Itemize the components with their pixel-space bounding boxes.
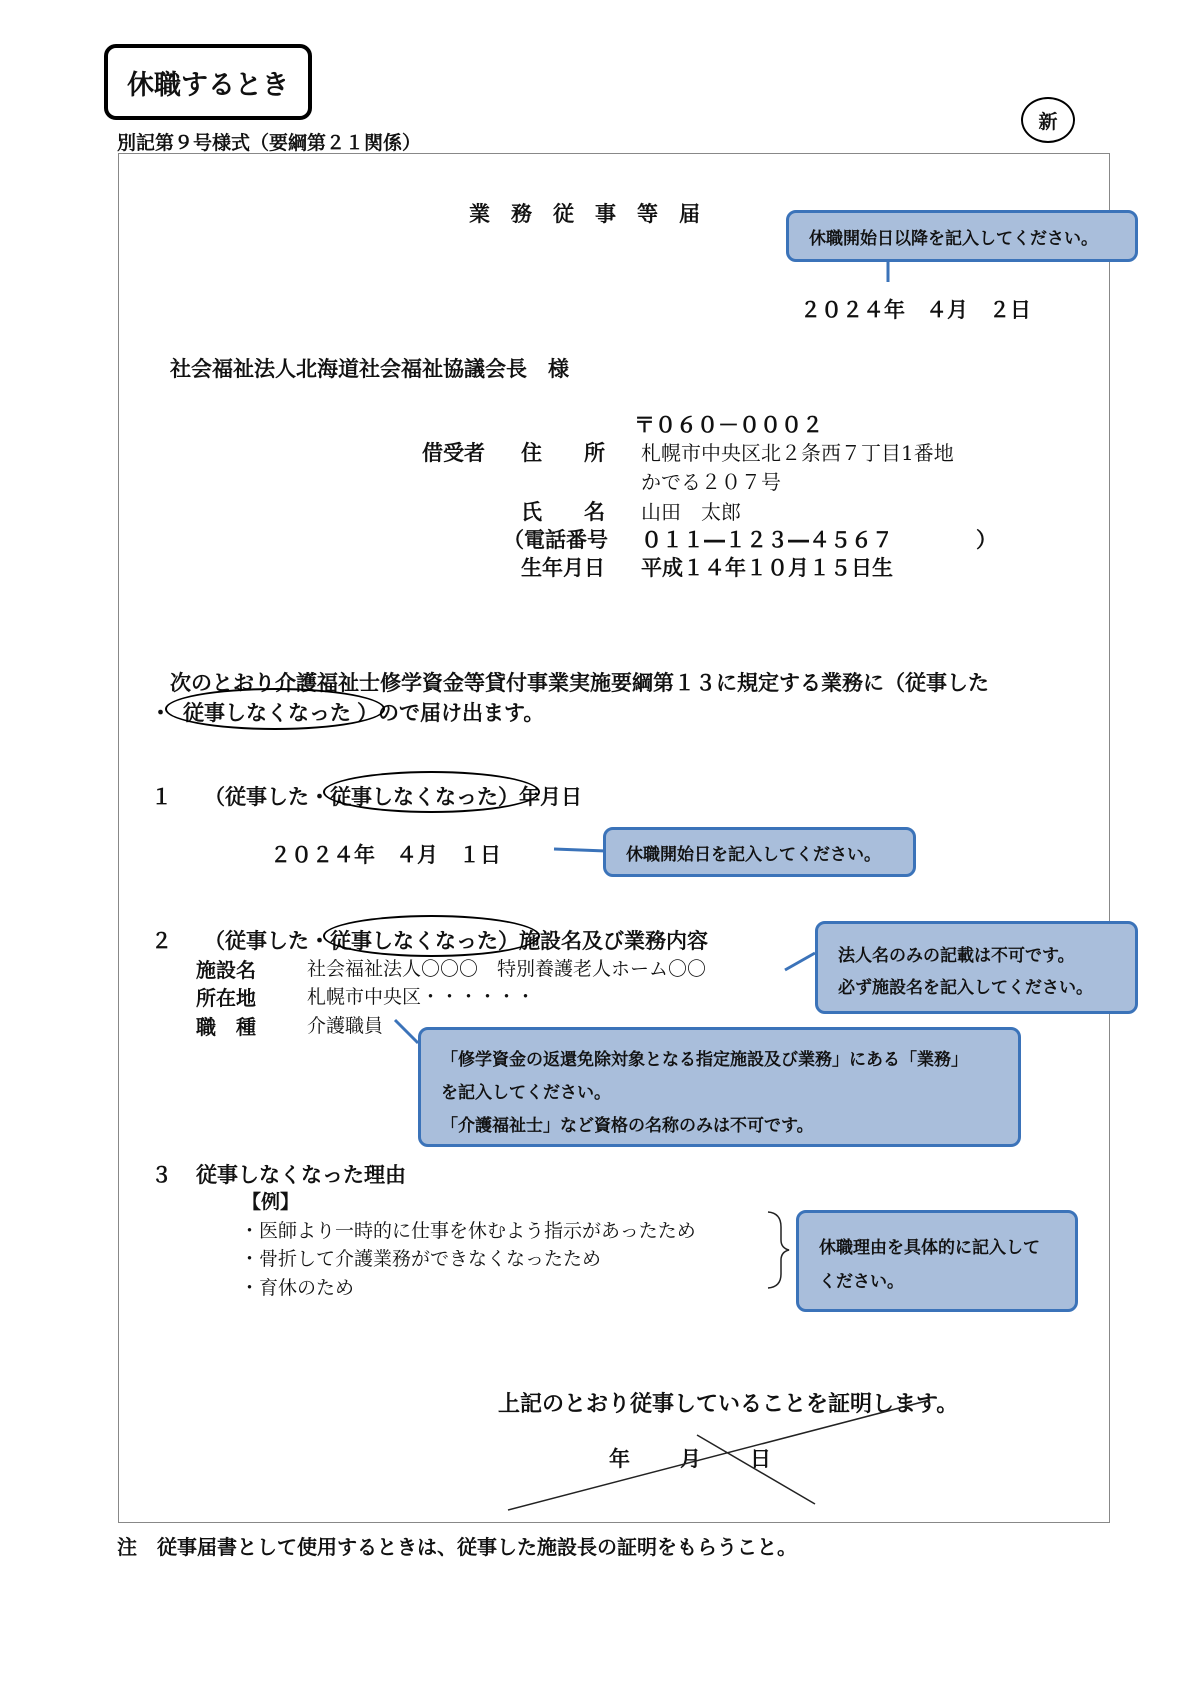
example-item: ・骨折して介護業務ができなくなったため [240, 1248, 602, 1270]
example-item: ・医師より一時的に仕事を休むよう指示があったため [240, 1220, 696, 1242]
callout-date-hint [786, 210, 1138, 262]
submission-date: ２０２４年 ４月 ２日 [800, 298, 1031, 322]
section-2-number: ２ [151, 929, 172, 953]
birth-value: 平成１４年１０月１５日生 [641, 556, 893, 580]
cert-year: 年 [609, 1447, 630, 1471]
form-number: 別記第９号様式（要綱第２１関係） [117, 132, 422, 154]
section-2-prefix: （従事した・ [204, 929, 330, 953]
intro-suffix: ）ので届け出ます。 [357, 701, 545, 725]
facility-label: 施設名 [196, 958, 256, 982]
facility-value: 社会福祉法人〇〇〇 特別養護老人ホーム〇〇 [307, 958, 707, 980]
example-label: 【例】 [242, 1191, 300, 1213]
intro-circled-option: 従事しなくなった [183, 701, 351, 725]
callout-text: を記入してください。 [441, 1083, 611, 1103]
borrower-label: 借受者 [422, 441, 485, 465]
callout-pointer [785, 953, 815, 970]
section-1-circled-option: 従事しなくなった [330, 785, 498, 809]
section-2-suffix: ）施設名及び業務内容 [498, 929, 708, 953]
job-value: 介護職員 [307, 1015, 384, 1037]
callout-facility-hint [815, 921, 1138, 1014]
callout-text: 法人名のみの記載は不可です。 [838, 946, 1075, 966]
section-1-number: １ [151, 785, 172, 809]
cert-day: 日 [750, 1447, 771, 1471]
intro-dot: ・ [150, 701, 171, 725]
strike-line [508, 1400, 930, 1510]
callout-text: 休職開始日以降を記入してください。 [809, 228, 1098, 249]
callout-text: ください。 [819, 1272, 904, 1292]
callout-pointer [395, 1020, 418, 1043]
phone-label: （電話番号 [503, 528, 608, 552]
section-3-number: ３ [151, 1163, 172, 1187]
footer-note: 注 従事届書として使用するときは、従事した施設長の証明をもらうこと。 [117, 1535, 797, 1559]
location-value: 札幌市中央区・・・・・・ [307, 986, 536, 1008]
address-label: 住 所 [521, 441, 605, 465]
location-label: 所在地 [196, 986, 256, 1010]
callout-pointer [554, 849, 606, 851]
form-tag-label: 休職するとき [104, 44, 312, 120]
callout-job-hint [418, 1027, 1021, 1147]
new-mark: 新 [1021, 97, 1075, 143]
form-title: 業 務 従 事 等 届 [469, 202, 700, 226]
callout-text: 「介護福祉士」など資格の名称のみは不可です。 [441, 1116, 814, 1136]
job-label: 職 種 [196, 1015, 256, 1039]
section-1-date: ２０２４年 ４月 １日 [270, 843, 501, 867]
section-3-title: 従事しなくなった理由 [196, 1163, 406, 1187]
example-item: ・育休のため [240, 1277, 355, 1299]
address-line-1: 札幌市中央区北２条西７丁目1番地 [641, 441, 954, 465]
callout-reason-hint [796, 1210, 1078, 1312]
cert-month: 月 [680, 1447, 701, 1471]
section-2-circled-option: 従事しなくなった [330, 929, 498, 953]
section-1-suffix: ）年月日 [498, 785, 582, 809]
callout-start-date-hint [603, 827, 916, 877]
callout-text: 「修学資金の返還免除対象となる指定施設及び業務」にある「業務」 [441, 1050, 968, 1070]
phone-value: ０１１―１２３―４５６７ [641, 528, 893, 552]
section-1-prefix: （従事した・ [204, 785, 330, 809]
callout-text: 休職理由を具体的に記入して [819, 1238, 1040, 1258]
phone-close: ） [976, 528, 997, 552]
intro-line-1: 次のとおり介護福祉士修学資金等貸付事業実施要綱第１３に規定する業務に（従事した [170, 671, 989, 695]
postal-code: 〒０６０－０００２ [634, 413, 823, 437]
callout-text: 必ず施設名を記入してください。 [838, 978, 1093, 998]
bracket-icon [768, 1212, 789, 1288]
addressee: 社会福祉法人北海道社会福祉協議会長 様 [170, 357, 569, 381]
certification-text: 上記のとおり従事していることを証明します。 [498, 1392, 959, 1417]
callout-text: 休職開始日を記入してください。 [626, 844, 881, 865]
address-line-2: かでる２０７号 [641, 470, 781, 494]
name-label: 氏 名 [521, 500, 605, 524]
birth-label: 生年月日 [521, 556, 605, 580]
name-value: 山田 太郎 [641, 500, 741, 524]
